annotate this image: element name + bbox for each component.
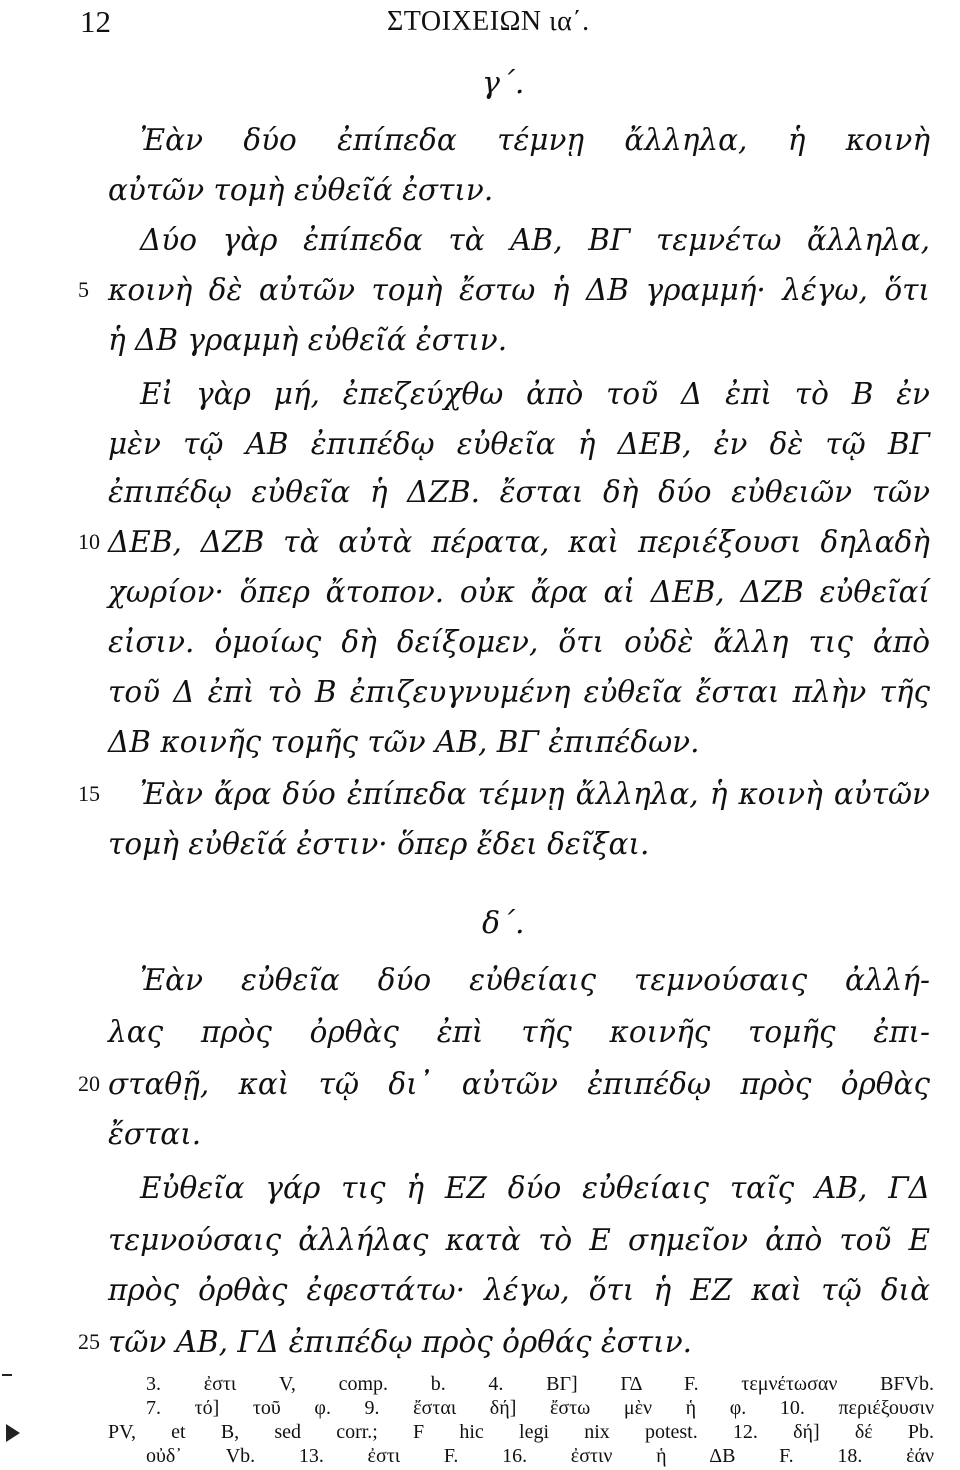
margin-arrow-mark: [6, 1424, 20, 1442]
proposition-numeral-4: δ΄.: [482, 906, 525, 941]
line-number: 20: [78, 1071, 100, 1096]
proposition-numeral-3: γ΄.: [482, 66, 525, 101]
text-line: κοινὴ δὲ αὐτῶν τομὴ ἔστω ἡ ΔΒ γραμμή· λέγω, ὅτι: [108, 273, 930, 307]
line-number: 15: [78, 781, 100, 806]
text-line: ἡ ΔΒ γραμμὴ εὐθεῖά ἐστιν.: [108, 323, 508, 357]
text-line: ΔΒ κοινῆς τομῆς τῶν ΑΒ, ΒΓ ἐπιπέδων.: [108, 725, 700, 759]
line-number: 5: [78, 277, 89, 302]
text-line: ΔΕΒ, ΔΖΒ τὰ αὐτὰ πέρατα, καὶ περιέξουσι δηλαδὴ: [108, 525, 930, 559]
text-line: Ἐὰν εὐθεῖα δύο εὐθείαις τεμνούσαις ἀλλή-: [140, 963, 930, 997]
footnote-line: PV, et B, sed corr.; F hic legi nix potest. 12. δή] δέ Pb.: [108, 1421, 934, 1443]
running-head: ΣΤΟΙΧΕΙΩΝ ια΄.: [387, 6, 590, 37]
footnote-line: 7. τό] τοῦ φ. 9. ἔσται δή] ἔστω μὲν ἡ φ. 10. περιέξουσιν: [146, 1397, 934, 1419]
text-line: Δύο γὰρ ἐπίπεδα τὰ ΑΒ, ΒΓ τεμνέτω ἄλληλα,: [140, 223, 930, 257]
text-line: ἐπιπέδῳ εὐθεῖα ἡ ΔΖΒ. ἔσται δὴ δύο εὐθειῶν τῶν: [108, 475, 930, 509]
text-line: ἔσται.: [108, 1117, 202, 1151]
text-line: τεμνούσαις ἀλλήλας κατὰ τὸ Ε σημεῖον ἀπὸ τοῦ Ε: [108, 1223, 930, 1257]
text-line: Εἰ γὰρ μή, ἐπεζεύχθω ἀπὸ τοῦ Δ ἐπὶ τὸ Β ἐν: [140, 377, 930, 411]
footnote-line: οὐδ᾽ Vb. 13. ἐστι F. 16. ἐστιν ἡ ΔΒ F. 18. ἐάν: [146, 1445, 934, 1467]
text-line: πρὸς ὀρθὰς ἐφεστάτω· λέγω, ὅτι ἡ ΕΖ καὶ τῷ διὰ: [108, 1273, 930, 1307]
footnote-line: 3. ἐστι V, comp. b. 4. ΒΓ] ΓΔ F. τεμνέτωσαν BFVb.: [146, 1373, 934, 1395]
line-number: 25: [78, 1329, 100, 1354]
margin-dash-mark: [2, 1374, 12, 1376]
text-line: Ἐὰν δύο ἐπίπεδα τέμνῃ ἄλληλα, ἡ κοινὴ: [140, 123, 930, 157]
text-line: σταθῇ, καὶ τῷ δι᾽ αὐτῶν ἐπιπέδῳ πρὸς ὀρθὰς: [108, 1067, 930, 1101]
text-line: λας πρὸς ὀρθὰς ἐπὶ τῆς κοινῆς τομῆς ἐπι-: [108, 1015, 930, 1049]
text-line: αὐτῶν τομὴ εὐθεῖά ἐστιν.: [108, 173, 494, 207]
page-number: 12: [80, 4, 111, 39]
text-line: τομὴ εὐθεῖά ἐστιν· ὅπερ ἔδει δεῖξαι.: [108, 827, 650, 861]
text-line: Ἐὰν ἄρα δύο ἐπίπεδα τέμνῃ ἄλληλα, ἡ κοινὴ αὐτῶν: [140, 777, 930, 811]
text-line: Εὐθεῖα γάρ τις ἡ ΕΖ δύο εὐθείαις ταῖς ΑΒ, ΓΔ: [140, 1171, 930, 1205]
text-line: τοῦ Δ ἐπὶ τὸ Β ἐπιζευγνυμένη εὐθεῖα ἔσται πλὴν τῆς: [108, 675, 930, 709]
line-number: 10: [78, 529, 100, 554]
text-line: εἰσιν. ὁμοίως δὴ δείξομεν, ὅτι οὐδὲ ἄλλη τις ἀπὸ: [108, 625, 930, 659]
text-line: χωρίον· ὅπερ ἄτοπον. οὐκ ἄρα αἱ ΔΕΒ, ΔΖΒ εὐθεῖαί: [108, 575, 930, 609]
text-line: μὲν τῷ ΑΒ ἐπιπέδῳ εὐθεῖα ἡ ΔΕΒ, ἐν δὲ τῷ ΒΓ: [108, 427, 930, 461]
text-line: τῶν ΑΒ, ΓΔ ἐπιπέδῳ πρὸς ὀρθάς ἐστιν.: [108, 1325, 693, 1359]
